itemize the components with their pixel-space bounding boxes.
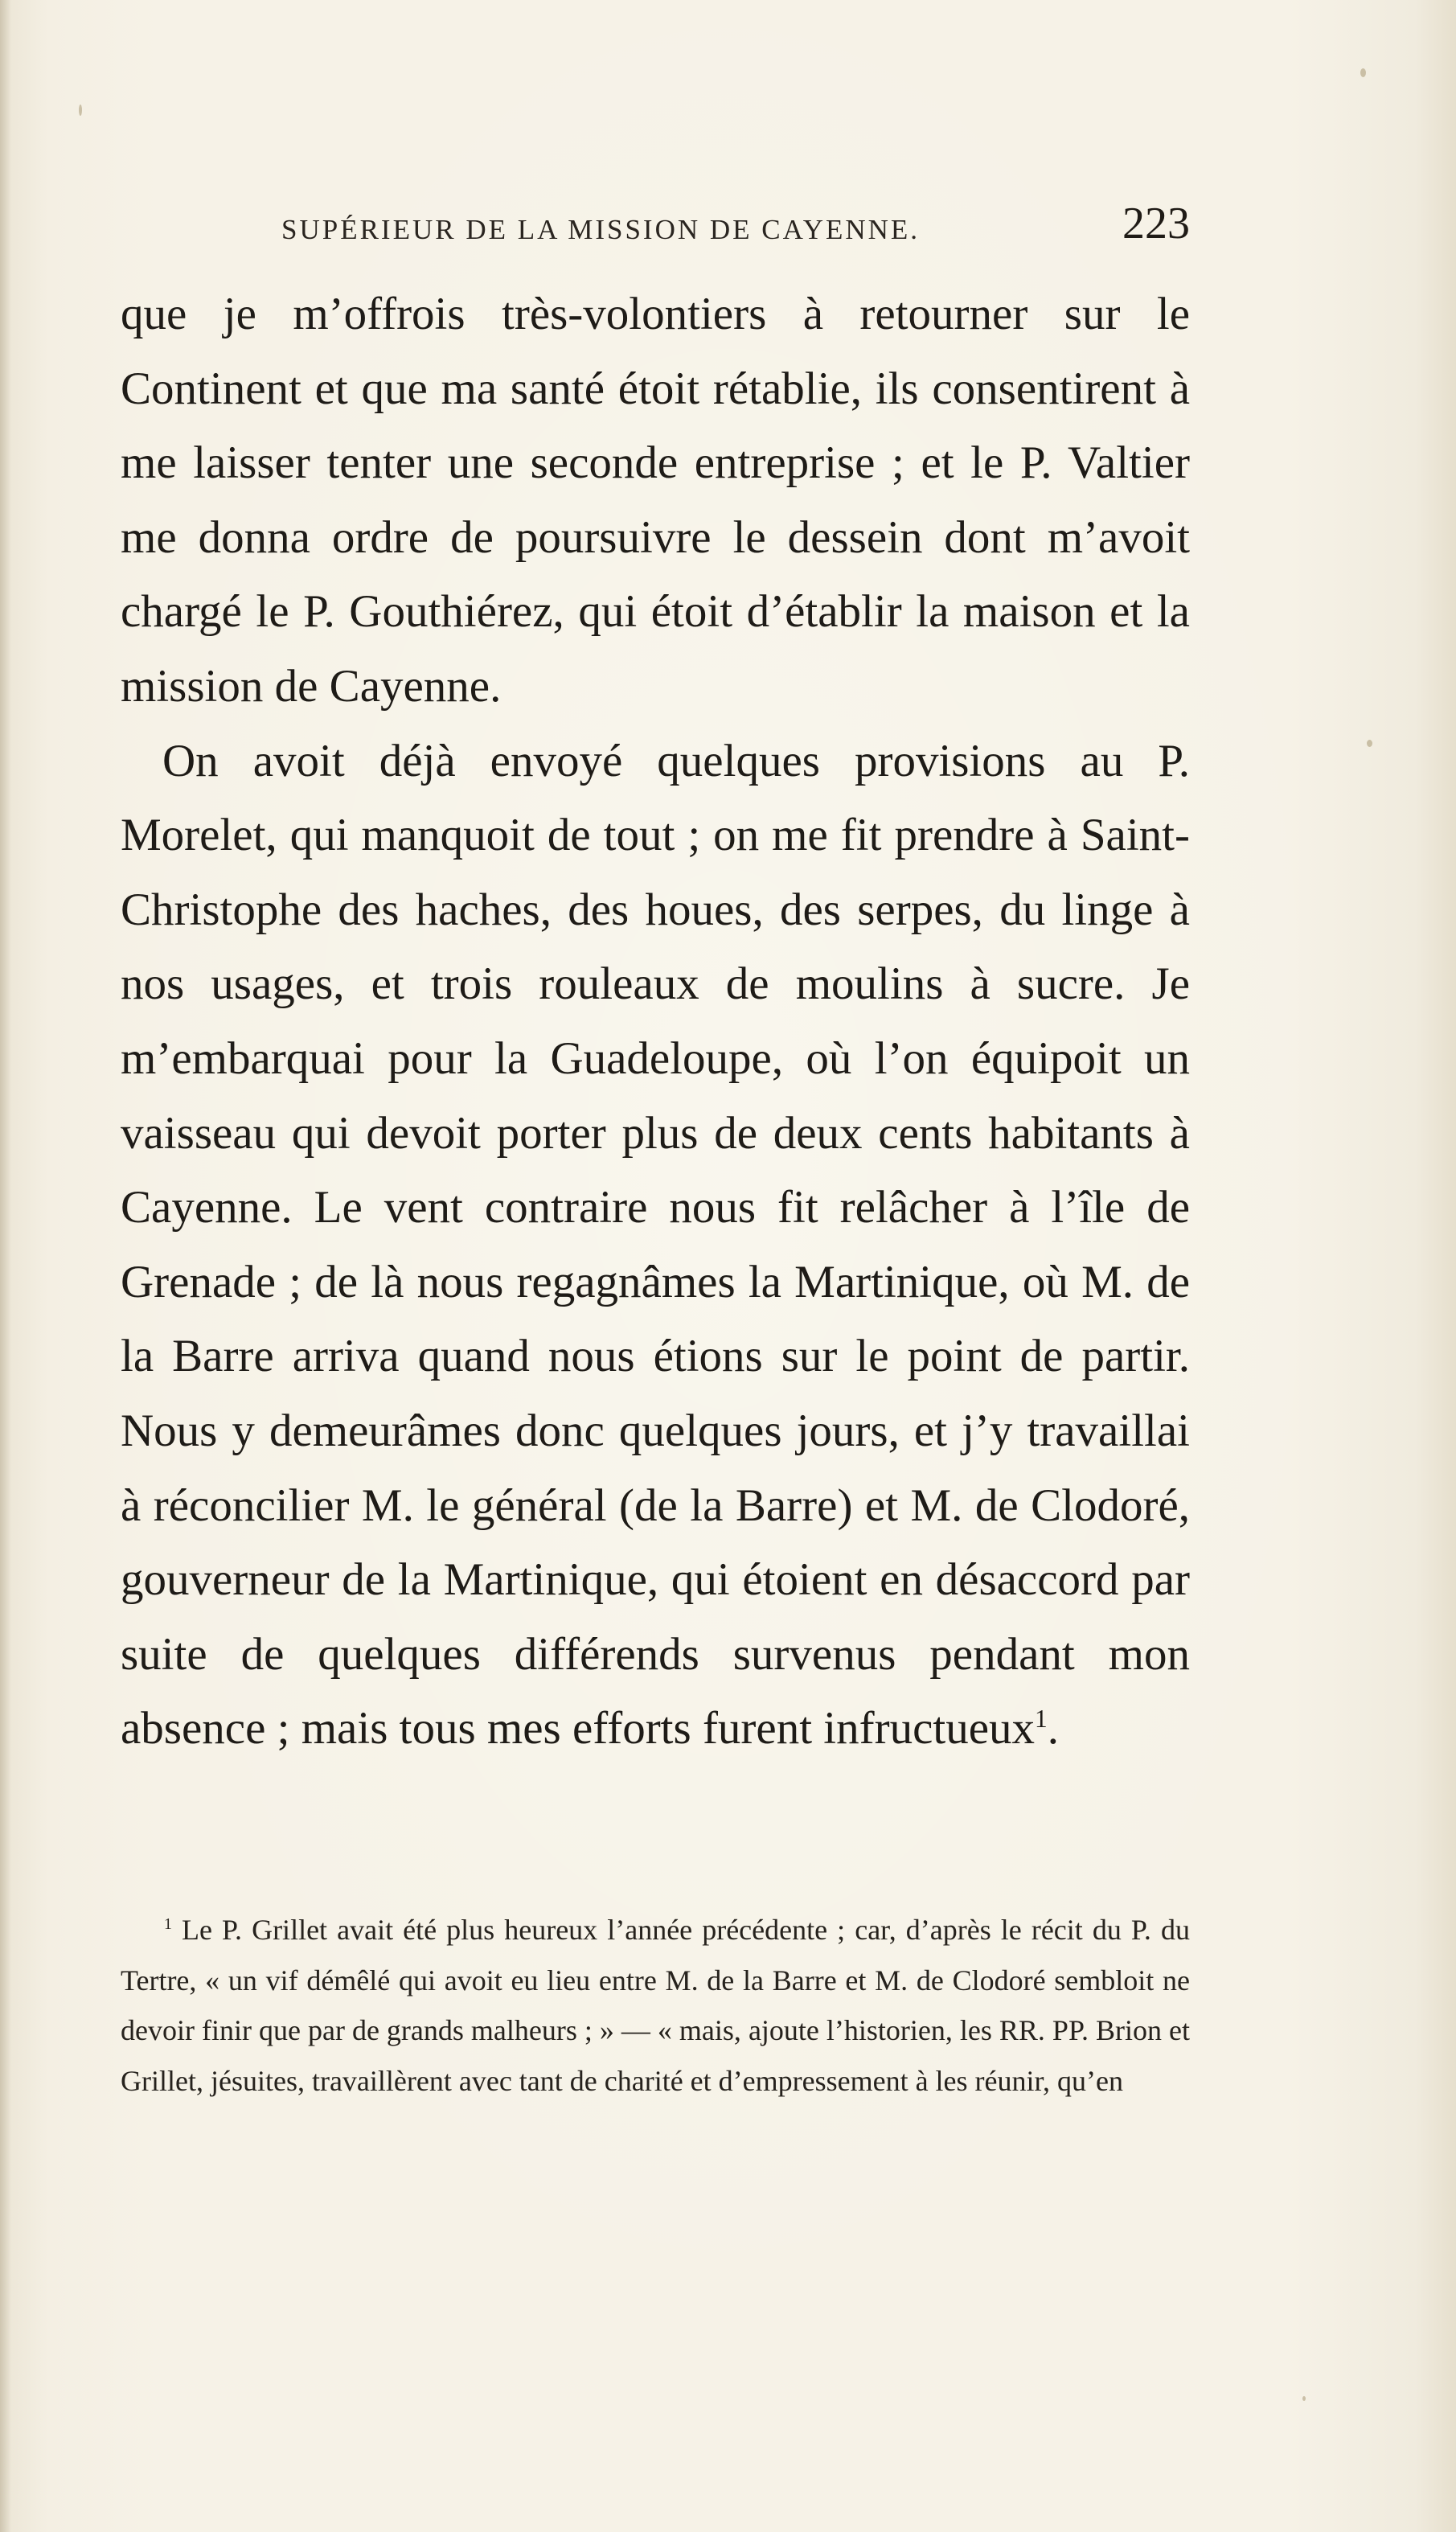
paper-speck	[79, 105, 82, 116]
footnote-marker: 1	[164, 1915, 172, 1933]
paragraph	[121, 724, 1190, 1767]
footnote-text: Le P. Grillet avait été plus heureux l’année précédente ; car, d’après le récit du P. du Tertre, « un vif démêlé qui avoit eu lieu entre M. de la Barre et M. de Clodoré sembloit ne devoir finir que par de grands malheurs ; » — « mais, ajoute l’historien, les RR. PP. Brion et Grillet, jésuites, travaillèrent avec tant de charité et d’empressement à les réunir, qu’en	[121, 1914, 1190, 2097]
footnote-reference: 1	[1035, 1705, 1048, 1734]
page-number: 223	[1122, 199, 1190, 248]
running-header	[121, 193, 1190, 249]
paragraph-end: .	[1047, 1703, 1059, 1754]
paragraph-text: que je m’offrois très-volontiers à retourner sur le Continent et que ma santé étoit rétablie, ils consentirent à me laisser tenter une seconde entreprise ; et le P. Valtier me donna ordre de poursuivre le dessein dont m’avoit chargé le P. Gouthiérez, qui étoit d’établir la maison et la mission de Cayenne.	[121, 289, 1190, 712]
paragraph-text: On avoit déjà envoyé quelques provisions au P. Morelet, qui manquoit de tout ; on me fit prendre à Saint-Christophe des haches, des houes, des serpes, du linge à nos usages, et trois rouleaux de moulins à sucre. Je m’embarquai pour la Guadeloupe, où l’on équipoit un vaisseau qui devoit porter plus de deux cents habitants à Cayenne. Le vent contraire nous fit relâcher à l’île de Grenade ; de là nous regagnâmes la Martinique, où M. de la Barre arriva quand nous étions sur le point de partir. Nous y demeurâmes donc quelques jours, et j’y travaillai à réconcilier M. le général (de la Barre) et M. de Clodoré, gouverneur de la Martinique, qui étoient en désaccord par suite de quelques différends survenus pendant mon absence ; mais tous mes efforts furent infructueux	[121, 735, 1190, 1754]
footnote	[121, 1905, 1190, 2106]
paper-speck	[1360, 68, 1366, 77]
paragraph	[121, 277, 1190, 724]
running-title: SUPÉRIEUR DE LA MISSION DE CAYENNE.	[281, 214, 921, 245]
page-edge-shadow	[0, 0, 11, 2532]
paper-speck	[1302, 2396, 1306, 2401]
main-text	[121, 277, 1190, 1767]
paper-speck	[1367, 740, 1372, 747]
